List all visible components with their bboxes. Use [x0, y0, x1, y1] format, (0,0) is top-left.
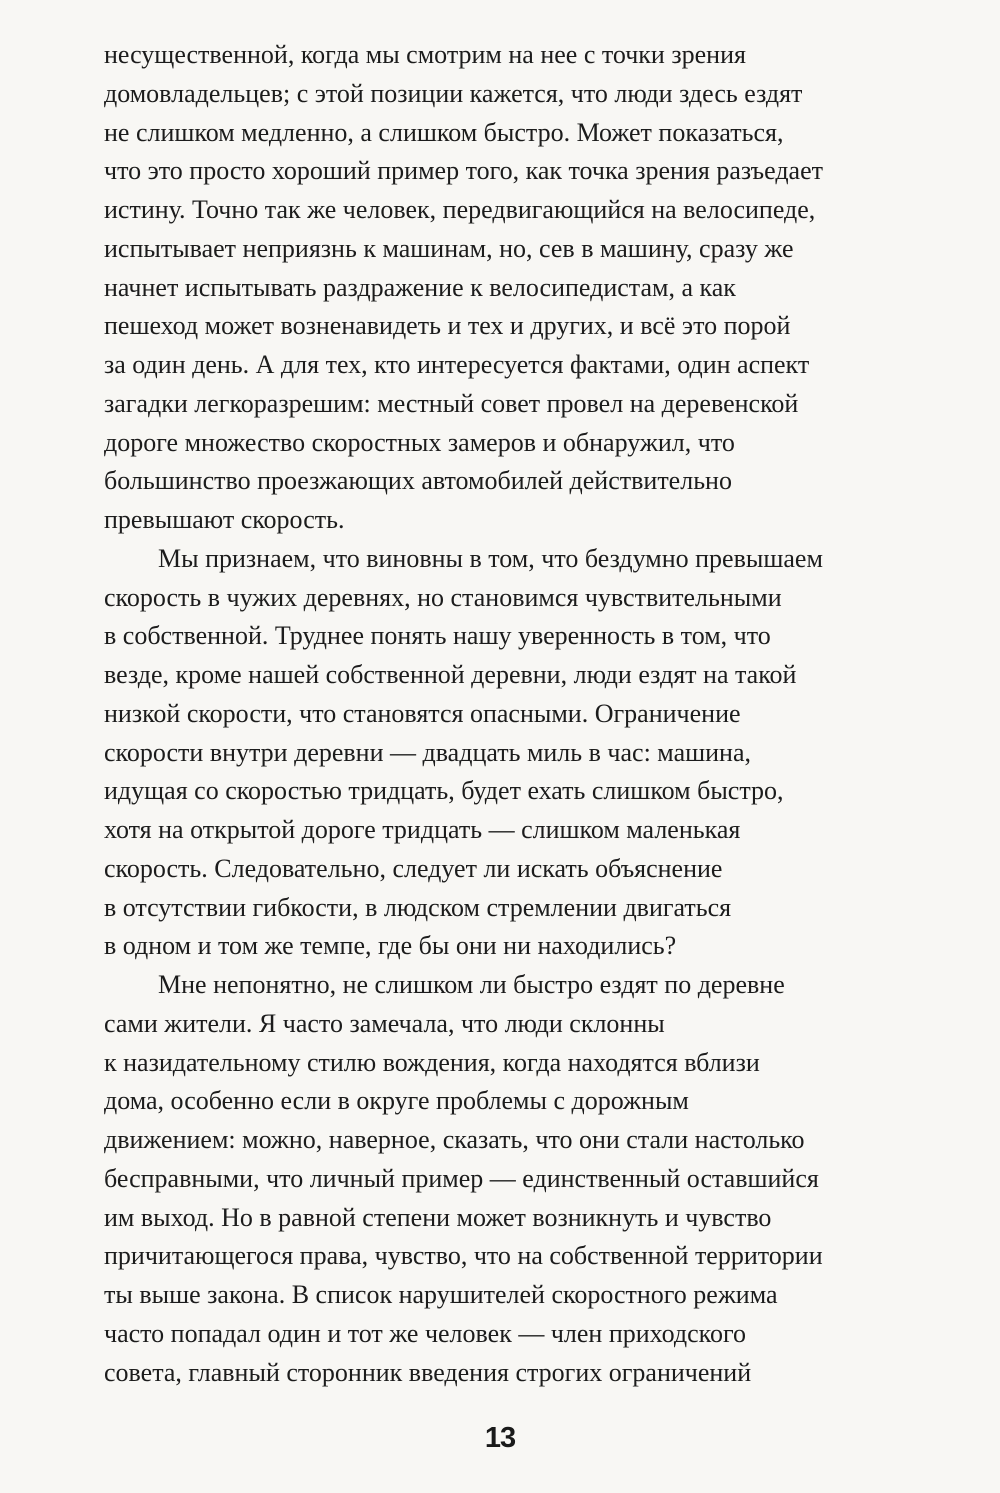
text-line: скорость в чужих деревнях, но становимся чувствительными: [104, 582, 782, 612]
paragraph-first-line: Мы признаем, что виновны в том, что бездумно превышаем: [158, 543, 823, 573]
text-line: что это просто хороший пример того, как точка зрения разъедает: [104, 156, 823, 186]
paragraph-first-line: Мне непонятно, не слишком ли быстро ездят по деревне: [158, 970, 785, 999]
text-line: совета, главный сторонник введения строгих ограничений: [104, 1357, 752, 1387]
text-line: движением: можно, наверное, сказать, что они стали настолько: [104, 1125, 805, 1154]
text-line: низкой скорости, что становятся опасными. Ограничение: [104, 698, 741, 728]
text-line: не слишком медленно, а слишком быстро. Может показаться,: [104, 117, 784, 147]
text-line: истину. Точно так же человек, передвигающийся на велосипеде,: [104, 195, 816, 224]
text-line: дороге множество скоростных замеров и обнаружил, что: [104, 427, 735, 457]
text-line: пешеход может возненавидеть и тех и других, и всё это порой: [104, 311, 791, 341]
text-line: превышают скорость.: [104, 505, 345, 534]
text-line: причитающегося права, чувство, что на собственной территории: [104, 1241, 823, 1271]
text-line: несущественной, когда мы смотрим на нее с точки зрения: [104, 40, 746, 69]
text-line: к назидательному стилю вождения, когда находятся вблизи: [104, 1047, 760, 1077]
text-line: домовладельцев; с этой позиции кажется, что люди здесь ездят: [104, 78, 803, 108]
text-line: сами жители. Я часто замечала, что люди склонны: [104, 1008, 665, 1038]
text-line: в одном и том же темпе, где бы они ни находились?: [104, 931, 677, 961]
text-line: хотя на открытой дороге тридцать — слишком маленькая: [104, 815, 741, 844]
text-line: в собственной. Труднее понять нашу уверенность в том, что: [104, 621, 771, 651]
text-line: начнет испытывать раздражение к велосипедистам, а как: [104, 272, 736, 302]
text-line: бесправными, что личный пример — единственный оставшийся: [104, 1163, 819, 1193]
text-line: часто попадал один и тот же человек — член приходского: [104, 1318, 747, 1348]
text-line: дома, особенно если в округе проблемы с дорожным: [104, 1086, 689, 1116]
text-line: большинство проезжающих автомобилей действительно: [104, 466, 732, 496]
text-line: скорость. Следовательно, следует ли искать объяснение: [104, 853, 723, 883]
page-number: 13: [484, 1422, 516, 1454]
text-line: идущая со скоростью тридцать, будет ехать слишком быстро,: [104, 776, 784, 806]
text-line: загадки легкоразрешим: местный совет провел на деревенской: [104, 388, 799, 418]
text-line: в отсутствии гибкости, в людском стремлении двигаться: [104, 892, 732, 922]
text-line: везде, кроме нашей собственной деревни, люди ездят на такой: [104, 660, 797, 689]
text-line: им выход. Но в равной степени может возникнуть и чувство: [104, 1202, 772, 1232]
body-text: [104, 36, 944, 1392]
text-line: скорости внутри деревни — двадцать миль в час: машина,: [104, 737, 752, 767]
text-line: за один день. А для тех, кто интересуется фактами, один аспект: [104, 350, 810, 379]
text-line: испытывает неприязнь к машинам, но, сев в машину, сразу же: [104, 233, 794, 263]
text-line: ты выше закона. В список нарушителей скоростного режима: [104, 1280, 778, 1309]
